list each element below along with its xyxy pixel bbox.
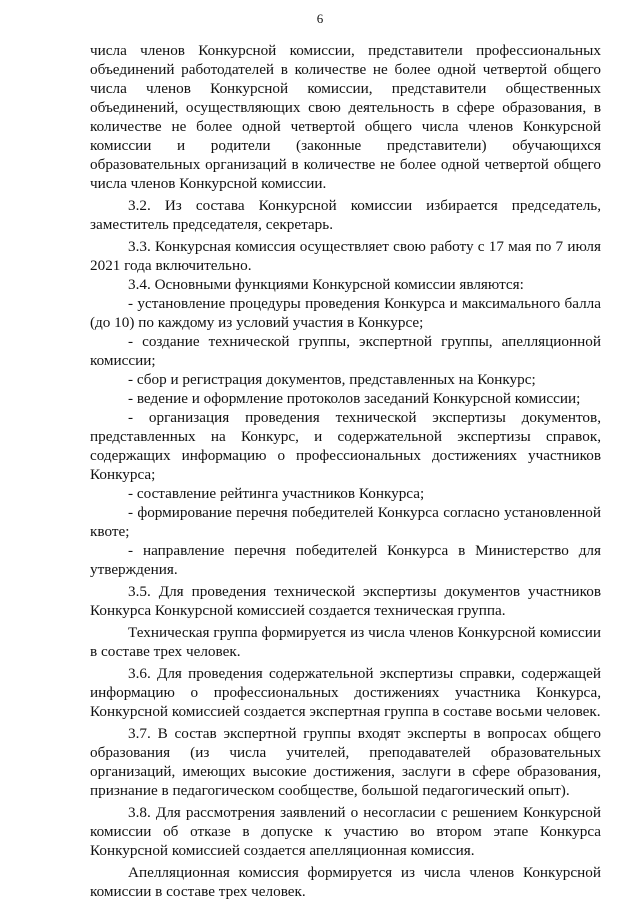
paragraph-3-2: 3.2. Из состава Конкурсной комиссии избирается председатель, заместитель председателя, секретарь. [90,197,601,233]
paragraph-3-6: 3.6. Для проведения содержательной экспертизы справки, содержащей информацию о профессиональных достижениях участника Конкурса, Конкурсной комиссией создается экспертная группа в составе восьми человек. [90,665,601,720]
paragraph-3-4: 3.4. Основными функциями Конкурсной комиссии являются: [128,276,524,293]
paragraph-continuation: числа членов Конкурсной комиссии, представители профессиональных объединений работодателей в количестве не более одной четвертой общего числа членов Конкурсной комиссии, представители общественных объединений, осуществляющих свою деятельность в сфере образования, в количестве не более одной четвертой общего числа членов Конкурсной комиссии и родители (законные представители) обучающихся образовательных организаций в количестве не более одной четвертой общего числа членов Конкурсной комиссии. [90,42,601,192]
list-item: - ведение и оформление протоколов заседаний Конкурсной комиссии; [128,390,581,407]
list-item: - формирование перечня победителей Конкурса согласно установленной квоте; [90,504,601,540]
list-item: - направление перечня победителей Конкурса в Министерство для утверждения. [90,542,601,578]
document-body [90,41,601,901]
paragraph-3-8: 3.8. Для рассмотрения заявлений о несогласии с решением Конкурсной комиссии об отказе в допуске к участию во втором этапе Конкурса Конкурсной комиссией создается апелляционная комиссия. [90,804,601,859]
list-item: - сбор и регистрация документов, представленных на Конкурс; [128,371,536,388]
list-item: - создание технической группы, экспертной группы, апелляционной комиссии; [90,333,601,369]
paragraph-3-3: 3.3. Конкурсная комиссия осуществляет свою работу с 17 мая по 7 июля 2021 года включительно. [90,238,601,274]
paragraph-3-5: 3.5. Для проведения технической экспертизы документов участников Конкурса Конкурсной комиссией создается техническая группа. [90,583,601,619]
page-number: 6 [316,11,324,26]
list-item: - установление процедуры проведения Конкурса и максимального балла (до 10) по каждому из условий участия в Конкурсе; [90,295,601,331]
paragraph-3-7: 3.7. В состав экспертной группы входят эксперты в вопросах общего образования (из числа учителей, преподавателей образовательных организаций, имеющих высокие достижения, заслуги в сфере образования, признание в педагогическом сообществе, большой педагогический опыт). [90,725,601,799]
list-item: - составление рейтинга участников Конкурса; [128,485,425,502]
list-item: - организация проведения технической экспертизы документов, представленных на Конкурс, и содержательной экспертизы справок, содержащих информацию о профессиональных достижениях участников Конкурса; [90,409,601,483]
paragraph-appeal-commission: Апелляционная комиссия формируется из числа членов Конкурсной комиссии в составе трех человек. [90,864,601,900]
paragraph-technical-group: Техническая группа формируется из числа членов Конкурсной комиссии в составе трех человек. [90,624,601,660]
